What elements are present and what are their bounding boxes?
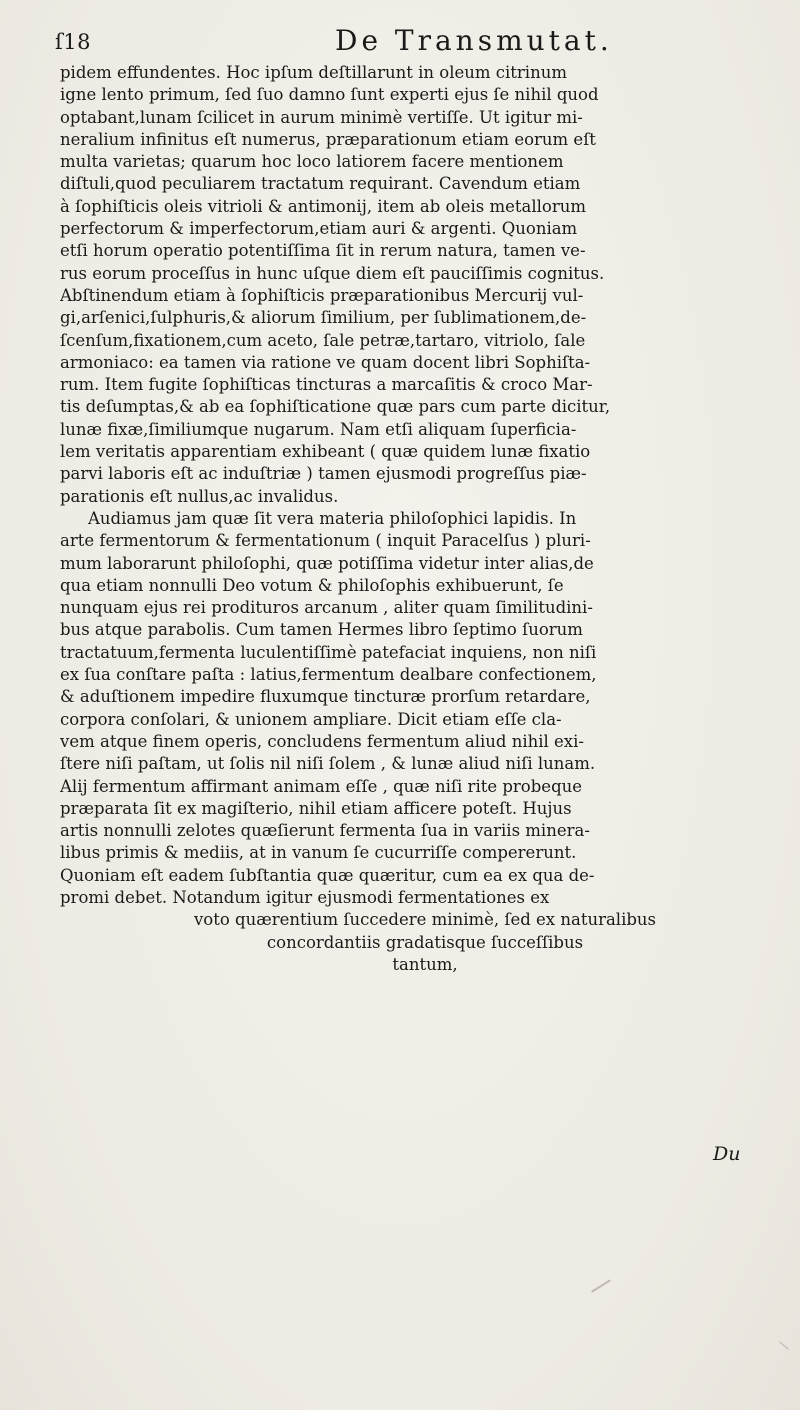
text-line: parvi laboris eſt ac induſtriæ ) tamen ejusmodi progreſſus piæ- xyxy=(60,464,587,484)
text-line: mum laborarunt philoſophi, quæ potiſſima videtur inter alias,de xyxy=(60,553,594,573)
text-line: bus atque parabolis. Cum tamen Hermes libro ſeptimo ſuorum xyxy=(60,620,583,640)
text-line: præparata ſit ex magiſterio, nihil etiam afficere poteſt. Hujus xyxy=(60,798,572,818)
page-number: ſ18 xyxy=(55,30,91,54)
page-header xyxy=(55,24,795,58)
text-line: vem atque finem operis, concludens fermentum aliud nihil exi- xyxy=(60,731,584,751)
text-line: neralium infinitus eſt numerus, præparationum etiam eorum eſt xyxy=(60,129,596,149)
text-line: Quoniam eſt eadem ſubſtantia quæ quæritur, cum ea ex qua de- xyxy=(60,865,595,885)
text-line: igne lento primum, ſed ſuo damno ſunt experti ejus ſe nihil quod xyxy=(60,85,599,105)
running-head: De Transmutat. xyxy=(335,24,613,57)
body-text xyxy=(60,62,790,976)
text-line: Alij fermentum affirmant animam eſſe , quæ niſi rite probeque xyxy=(60,776,583,796)
text-line: corpora conſolari, & unionem ampliare. Dicit etiam eſſe cla- xyxy=(60,709,562,729)
text-line: tis deſumptas,& ab ea ſophiſticatione quæ pars cum parte dicitur, xyxy=(60,397,611,417)
text-line: diſtuli,quod peculiarem tractatum requirant. Cavendum etiam xyxy=(60,174,581,194)
paper-mark xyxy=(591,1279,611,1292)
text-line: concordantiis gradatisque ſucceſſibus xyxy=(266,932,584,952)
paragraph-start-line: Audiamus jam quæ ſit vera materia philoſophici lapidis. In xyxy=(88,508,577,528)
text-line: parationis eſt nullus,ac invalidus. xyxy=(60,486,339,506)
text-line: voto quærentium ſuccedere minimè, ſed ex naturalibus xyxy=(193,910,657,930)
text-line: multa varietas; quarum hoc loco latiorem facere mentionem xyxy=(60,152,564,172)
text-line: optabant,lunam ſcilicet in aurum minimè vertiſſe. Ut igitur mi- xyxy=(60,107,583,127)
text-line: ex ſua conſtare paſta : latius,fermentum dealbare confectionem, xyxy=(60,665,597,685)
text-line: armoniaco: ea tamen via ratione ve quam docent libri Sophiſta- xyxy=(60,352,591,372)
paper-mark xyxy=(779,1341,789,1349)
text-line: pidem effundentes. Hoc ipſum deſtillarunt in oleum citrinum xyxy=(60,63,567,82)
text-line: Abſtinendum etiam à ſophiſticis præparationibus Mercurij vul- xyxy=(60,285,584,305)
text-line: artis nonnulli zelotes quæſierunt fermenta ſua in variis minera- xyxy=(60,821,590,841)
text-line: libus primis & mediis, at in vanum ſe cucurriſſe compererunt. xyxy=(60,843,577,863)
text-line: etſi horum operatio potentiſſima ſit in rerum natura, tamen ve- xyxy=(60,241,586,261)
text-line: tractatuum,fermenta luculentiſſimè patefaciat inquiens, non niſi xyxy=(60,642,597,662)
text-line: gi,arſenici,ſulphuris,& aliorum ſimilium, per ſublimationem,de- xyxy=(60,308,587,328)
text-line: promi debet. Notandum igitur ejusmodi fermentationes ex xyxy=(60,887,550,907)
text-line: à ſophiſticis oleis vitrioli & antimonij, item ab oleis metallorum xyxy=(60,196,587,216)
text-line: rum. Item fugite ſophiſticas tincturas a marcaſitis & croco Mar- xyxy=(60,375,593,395)
text-line: lem veritatis apparentiam exhibeant ( quæ quidem lunæ fixatio xyxy=(60,442,591,462)
text-line: arte fermentorum & fermentationum ( inquit Paracelſus ) pluri- xyxy=(60,531,591,551)
text-line: nunquam ejus rei prodituros arcanum , aliter quam ſimilitudini- xyxy=(60,598,593,618)
text-line: ſcenſum,fixationem,cum aceto, ſale petræ,tartaro, vitriolo, ſale xyxy=(60,330,586,350)
text-line: lunæ fixæ,ſimiliumque nugarum. Nam etſi aliquam ſuperficia- xyxy=(60,419,577,439)
text-line: qua etiam nonnulli Deo votum & philoſophis exhibuerunt, ſe xyxy=(60,575,564,595)
text-line: & aduſtionem impedire fluxumque tincturæ prorſum retardare, xyxy=(60,687,591,707)
text-line: tantum, xyxy=(392,954,458,974)
text-line: rus eorum proceſſus in hunc uſque diem eſt pauciſſimis cognitus. xyxy=(60,263,605,283)
text-line: ſtere niſi paſtam, ut ſolis nil niſi ſolem , & lunæ aliud niſi lunam. xyxy=(60,754,596,774)
catchword: Du xyxy=(713,1143,741,1165)
text-line: perfectorum & imperfectorum,etiam auri & argenti. Quoniam xyxy=(60,219,578,239)
